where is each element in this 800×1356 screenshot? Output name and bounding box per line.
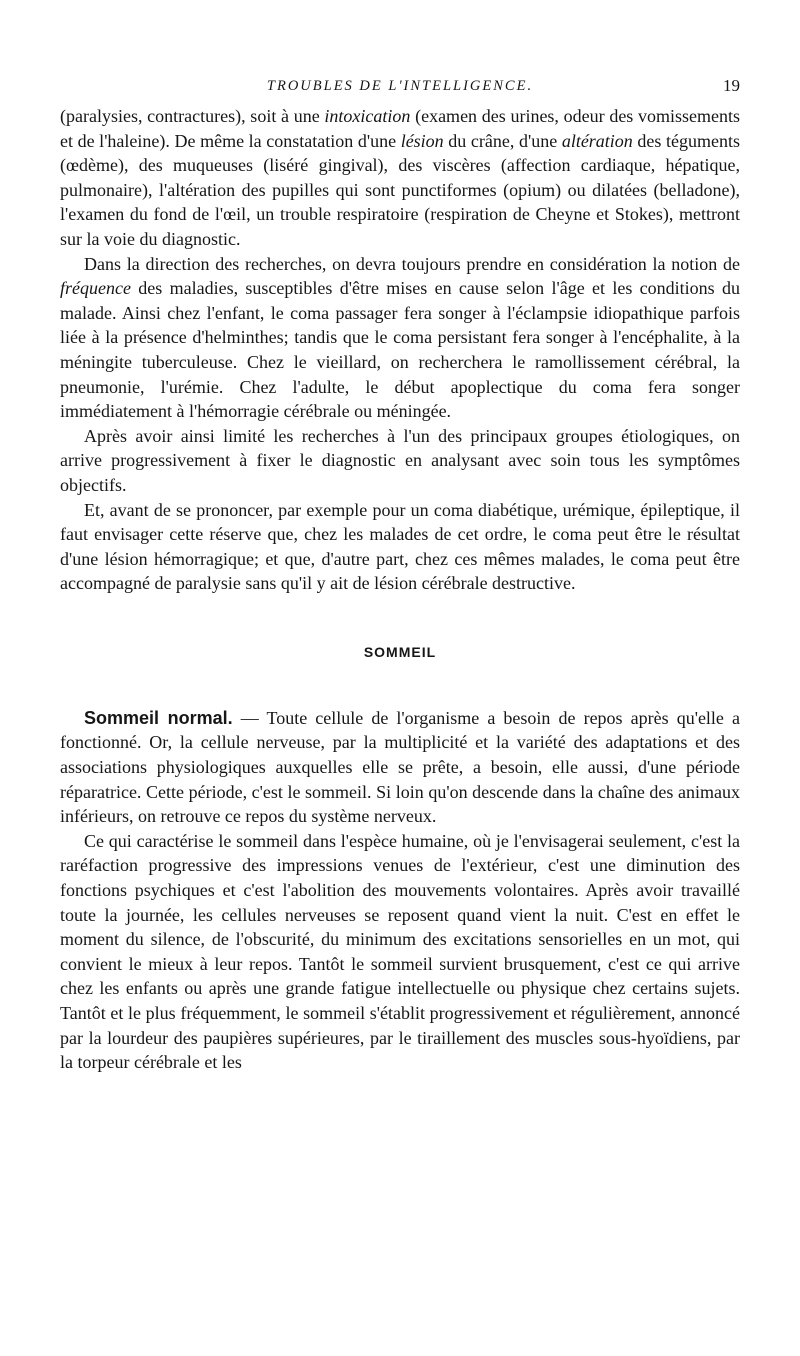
text-run: Dans la direction des recherches, on devra toujours prendre en considération la notion de [84,253,740,274]
run-in-heading: Sommeil normal. [84,707,233,728]
italic-term-alteration: altération [561,130,633,151]
paragraph-diagnostic: Après avoir ainsi limité les recherches à l'un des principaux groupes étiologiques, on arrive progressivement à fixer le diagnostic en analysant avec soin tous les symptômes objectifs. [60,425,740,495]
paragraph-sommeil-normal [60,706,740,829]
text-run: du crâne, d'une [443,130,562,151]
text-run: (examen des urines, odeur des vomissements et de l'haleine). De même la constatation d'une [60,106,741,151]
section-heading-sommeil: SOMMEIL [363,643,437,660]
paragraph-sommeil-caracteristique: Ce qui caractérise le sommeil dans l'espèce humaine, où je l'envisagerai seulement, c'est la raréfaction progressive des impressions venues de l'extérieur, c'est une diminution des fonctions psychiques et c'est l'abolition des mouvements volontaires. Après avoir travaillé toute la journée, les cellules nerveuses se reposent quand vient la nuit. C'est en effet le moment du silence, de l'obscurité, du minimum des excitations sensorielles en un mot, qui convient le mieux à leur repos. Tantôt le sommeil survient brusquement, c'est ce qui arrive chez les enfants ou après une grande fatigue intellectuelle ou physique chez certains sujets. Tantôt et le plus fréquemment, le sommeil s'établit progressivement et régulièrement, annoncé par la lourdeur des paupières supérieures, par le tiraillement des muscles sous-hyoïdiens, par la torpeur cérébrale et les [60,830,740,1073]
page-number: 19 [723,76,740,95]
running-title: TROUBLES DE L'INTELLIGENCE. [266,78,534,94]
running-head [60,76,740,100]
text-run: des maladies, susceptibles d'être mises en cause selon l'âge et les conditions du malade. Ainsi chez l'enfant, le coma passager fera songer à l'éclampsie idiopathique parfois liée à la présence d'helminthes; tandis que le coma persistant fera songer à l'encéphalite, à la méningite tuberculeuse. Chez le vieillard, on recherchera le ramollissement cérébral, la pneumonie, l'urémie. Chez l'adulte, le début apoplectique du coma fera songer immédiatement à l'hémorragie cérébrale ou méningée. [60,278,740,422]
body-text [60,104,740,1075]
italic-term-intoxication: intoxication [324,106,411,126]
italic-term-frequence: fréquence [60,278,131,299]
paragraph-reserve: Et, avant de se prononcer, par exemple pour un coma diabétique, urémique, épileptique, il faut envisager cette réserve que, chez les malades de cet ordre, le coma peut être le résultat d'une lésion hémorragique; et que, d'autre part, chez ces mêmes malades, le coma peut être accompagné de paralysie sans qu'il y ait de lésion cérébrale destructive. [60,499,740,594]
paragraph-intoxication [60,104,740,252]
text-run: — Toute cellule de l'organisme a besoin de repos après qu'elle a fonctionné. Or, la cellule nerveuse, par la multiplicité et la variété des adaptations et des associations physiologiques auxquelles elle se prête, a besoin, elle aussi, d'une période réparatrice. Cette période, c'est le sommeil. Si loin qu'on descende dans la chaîne des animaux inférieurs, on retrouve ce repos du système nerveux. [60,707,740,827]
italic-term-lesion: lésion [400,130,444,151]
paragraph-frequence [60,252,740,424]
text-run: (paralysies, contractures), soit à une [60,106,325,126]
text-run: des téguments (œdème), des muqueuses (liséré gingival), des viscères (affection cardiaque, hépatique, pulmonaire), l'altération des pupilles qui sont punctiformes (opium) ou dilatées (belladone), l'examen du fond de l'œil, un trouble respiratoire (respiration de Cheyne et Stokes), mettront sur la voie du diagnostic. [60,130,741,249]
